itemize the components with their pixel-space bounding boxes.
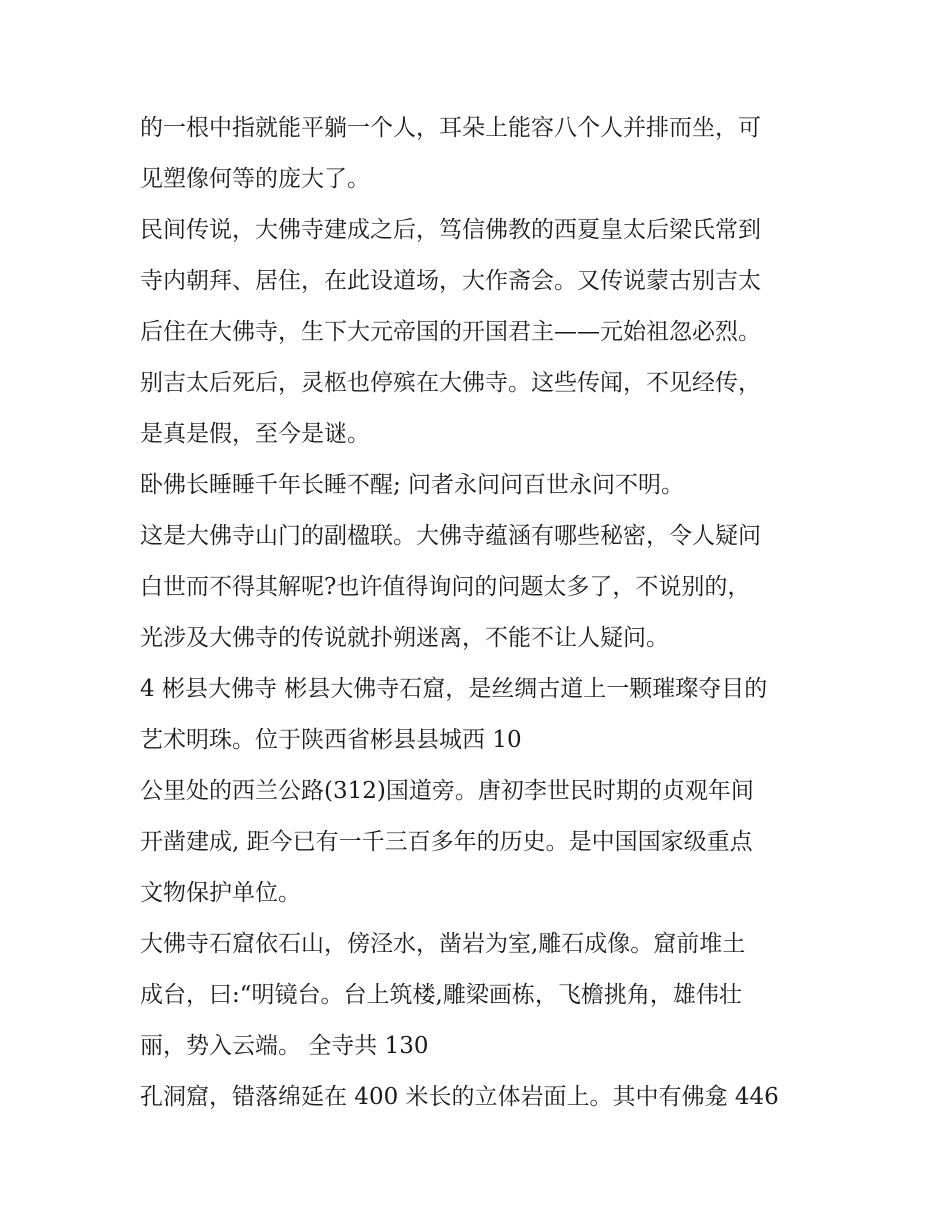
text-line: 是真是假，至今是谜。 — [140, 421, 370, 447]
text-line: 4 彬县大佛寺 彬县大佛寺石窟，是丝绸古道上一颗璀璨夺目的 — [140, 676, 768, 702]
text-line: 公里处的西兰公路(312)国道旁。唐初李世民时期的贞观年间 — [140, 778, 754, 804]
text-line: 孔洞窟，错落绵延在 400 米长的立体岩面上。其中有佛龛 446 — [140, 1084, 779, 1110]
text-line: 大佛寺石窟依石山，傍泾水，凿岩为室,雕石成像。窟前堆土 — [140, 931, 746, 957]
text-line: 民间传说，大佛寺建成之后，笃信佛教的西夏皇太后梁氏常到 — [140, 217, 761, 243]
text-line: 艺术明珠。位于陕西省彬县县城西 10 — [140, 727, 522, 753]
text-line: 这是大佛寺山门的副楹联。大佛寺蕴涵有哪些秘密，令人疑问 — [140, 523, 761, 549]
text-line: 成台，曰:“明镜台。台上筑楼,雕梁画栋，飞檐挑角，雄伟壮 — [140, 982, 742, 1008]
text-line: 别吉太后死后，灵柩也停殡在大佛寺。这些传闻，不见经传， — [140, 370, 761, 396]
text-line: 开凿建成, 距今已有一千三百多年的历史。是中国国家级重点 — [140, 829, 753, 855]
text-line: 寺内朝拜、居住，在此设道场，大作斋会。又传说蒙古别吉太 — [140, 268, 761, 294]
text-line: 文物保护单位。 — [140, 880, 301, 906]
text-line: 丽，势入云端。 全寺共 130 — [140, 1033, 429, 1059]
text-line: 卧佛长睡睡千年长睡不醒; 问者永问问百世永问不明。 — [140, 472, 685, 498]
text-line: 光涉及大佛寺的传说就扑朔迷离，不能不让人疑问。 — [140, 625, 669, 651]
text-line: 见塑像何等的庞大了。 — [140, 166, 370, 192]
body-text — [140, 103, 820, 1123]
text-line: 的一根中指就能平躺一个人，耳朵上能容八个人并排而坐，可 — [140, 115, 761, 141]
text-line: 白世而不得其解呢?也许值得询问的问题太多了，不说别的， — [140, 574, 751, 600]
text-line: 后住在大佛寺，生下大元帝国的开国君主——元始祖忽必烈。 — [140, 319, 761, 345]
